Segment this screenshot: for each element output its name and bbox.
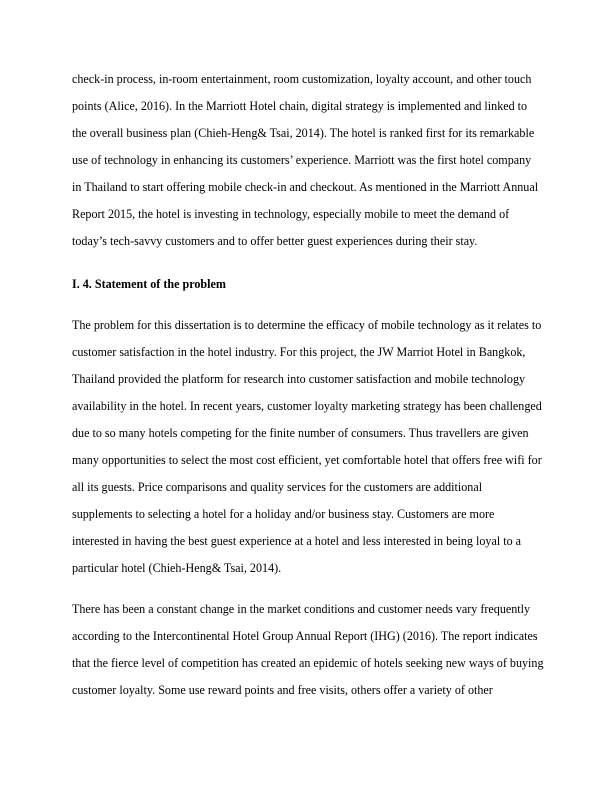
text-line: in Thailand to start offering mobile check-in and checkout. As mentioned in the Marriott Annual [72,180,539,194]
text-line: Report 2015, the hotel is investing in technology, especially mobile to meet the demand of [72,207,510,221]
text-line: availability in the hotel. In recent years, customer loyalty marketing strategy has been challenged [72,399,542,413]
text-line: customer loyalty. Some use reward points and free visits, others offer a variety of other [72,683,493,697]
text-line: supplements to selecting a hotel for a holiday and/or business stay. Customers are more [72,507,495,521]
text-line: customer satisfaction in the hotel industry. For this project, the JW Marriot Hotel in Bangkok, [72,345,526,359]
text-line: interested in having the best guest experience at a hotel and less interested in being loyal to a [72,534,522,548]
text-line: particular hotel (Chieh-Heng& Tsai, 2014). [72,561,282,575]
text-line: points (Alice, 2016). In the Marriott Hotel chain, digital strategy is implemented and linked to [72,99,528,113]
section-heading: I. 4. Statement of the problem [72,277,226,291]
text-line: according to the Intercontinental Hotel Group Annual Report (IHG) (2016). The report indicates [72,629,538,643]
text-line: use of technology in enhancing its customers’ experience. Marriott was the first hotel company [72,153,532,167]
text-line: Thailand provided the platform for research into customer satisfaction and mobile technology [72,372,526,386]
text-line: that the fierce level of competition has created an epidemic of hotels seeking new ways of buying [72,656,544,670]
text-line: There has been a constant change in the market conditions and customer needs vary frequently [72,602,531,616]
text-line: The problem for this dissertation is to determine the efficacy of mobile technology as it relates to [72,318,542,332]
text-line: all its guests. Price comparisons and quality services for the customers are additional [72,480,483,494]
text-line: many opportunities to select the most cost efficient, yet comfortable hotel that offers free wifi for [72,453,542,467]
text-line: today’s tech-savvy customers and to offer better guest experiences during their stay. [72,234,478,248]
text-line: due to so many hotels competing for the finite number of consumers. Thus travellers are given [72,426,529,440]
text-line: check-in process, in-room entertainment, room customization, loyalty account, and other touch [72,72,532,86]
text-line: the overall business plan (Chieh-Heng& Tsai, 2014). The hotel is ranked first for its remarkable [72,126,535,140]
